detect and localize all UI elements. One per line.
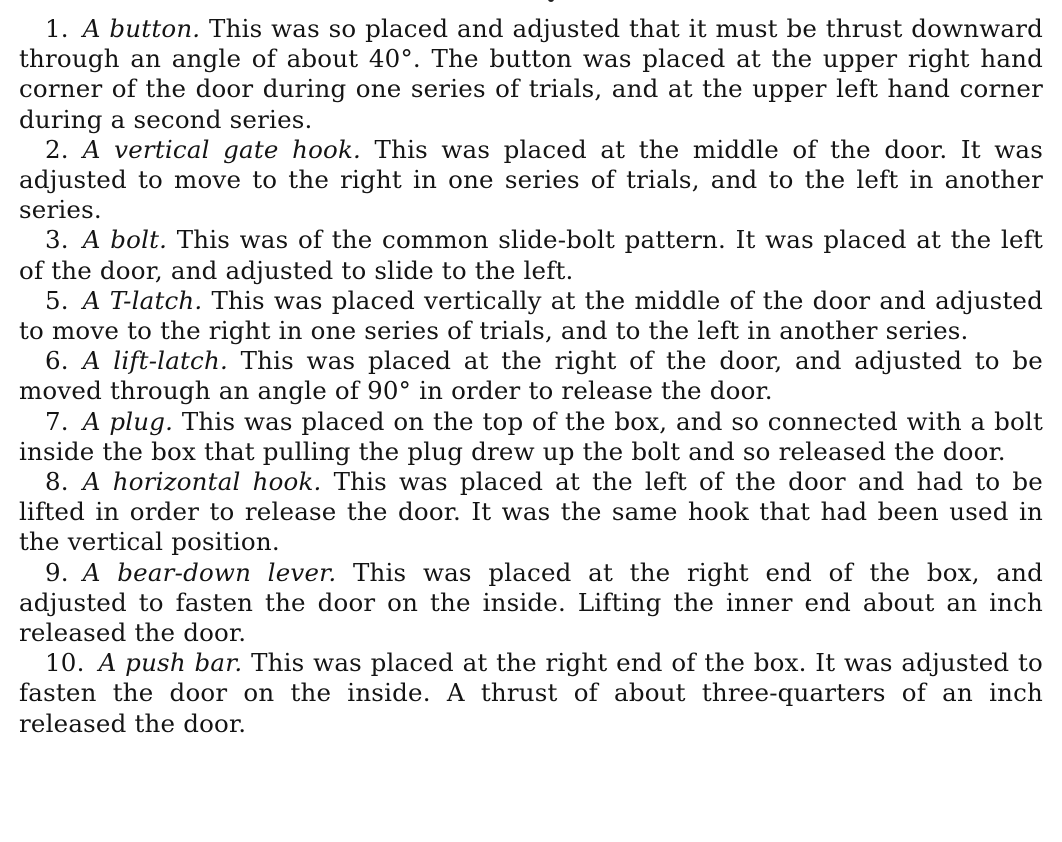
item-term: A button.: [82, 14, 201, 43]
list-item-bolt: [19, 225, 1043, 285]
item-text: This was placed at the right end of the box. It was adjusted to fasten the door on the inside. A thrust of about three-quarters of an inch released the door.: [19, 648, 1043, 738]
item-text: This was placed at the left of the door and had to be lifted in order to release the door. It was the same hook that had been used in the vertical position.: [19, 467, 1043, 557]
item-term: A bear-down lever.: [82, 557, 337, 587]
list-item-t-latch: [19, 286, 1043, 346]
item-number: 3.: [45, 225, 69, 255]
cropped-heading-mark: [548, 0, 554, 2]
list-item-plug: [19, 407, 1043, 467]
item-number: 6.: [45, 346, 69, 376]
item-number: 9.: [45, 557, 69, 587]
list-item-lift-latch: [19, 346, 1043, 406]
item-term: A push bar.: [98, 648, 243, 678]
item-text: This was placed vertically at the middle of the door and adjusted to move to the right in one series of trials, and to the left in another series.: [19, 285, 1043, 346]
item-number: 5.: [45, 285, 69, 315]
item-term: A lift-latch.: [82, 346, 228, 376]
item-number: 7.: [45, 406, 69, 436]
list-item-push-bar: [19, 648, 1043, 739]
item-text: This was placed at the right end of the box, and adjusted to fasten the door on the inside. Lifting the inner end about an inch released the door.: [19, 557, 1043, 648]
item-number: 10.: [45, 648, 85, 678]
item-term: A T-latch.: [82, 285, 203, 315]
item-term: A plug.: [82, 406, 174, 436]
document-page: [19, 14, 1043, 739]
list-item-bear-down-lever: [19, 558, 1043, 649]
list-item-horizontal-hook: [19, 467, 1043, 558]
item-text: This was placed at the right of the door, and adjusted to be moved through an angle of 90° in order to release the door.: [19, 346, 1043, 406]
item-text: This was of the common slide-bolt pattern. It was placed at the left of the door, and adjusted to slide to the left.: [19, 225, 1043, 285]
item-text: This was placed at the middle of the door. It was adjusted to move to the right in one series of trials, and to the left in another series.: [19, 134, 1044, 225]
list-item-vertical-gate-hook: [19, 135, 1043, 226]
item-number: 8.: [45, 467, 69, 497]
item-text: This was so placed and adjusted that it must be thrust downward through an angle of about 40°. The button was placed at the upper right hand corner of the door during one series of trials, and at the upper left hand corner during a second series.: [19, 14, 1043, 134]
item-term: A bolt.: [82, 225, 168, 255]
item-term: A vertical gate hook.: [82, 134, 362, 164]
list-item-button: [19, 14, 1043, 135]
item-number: 2.: [45, 134, 69, 164]
item-number: 1.: [45, 14, 69, 43]
item-text: This was placed on the top of the box, and so connected with a bolt inside the box that pulling the plug drew up the bolt and so released the door.: [19, 406, 1043, 466]
item-term: A horizontal hook.: [82, 467, 322, 497]
